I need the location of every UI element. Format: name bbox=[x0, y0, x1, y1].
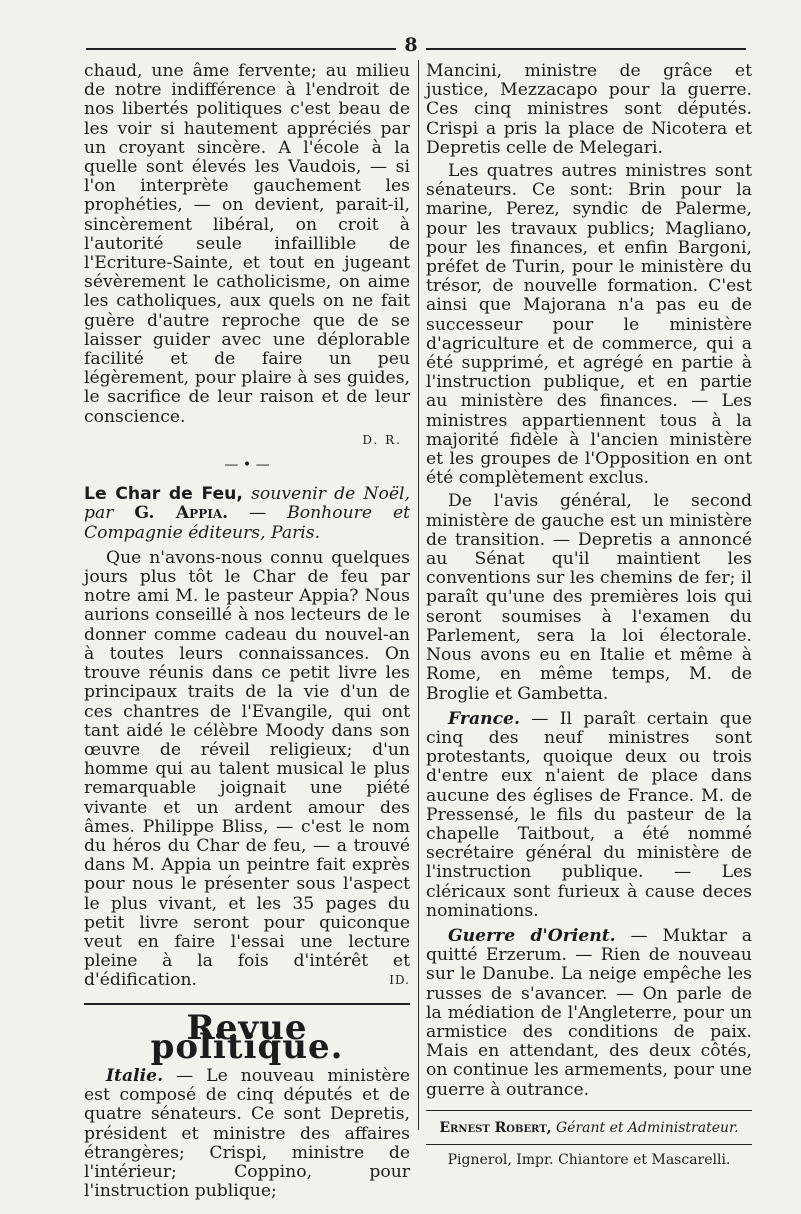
italie-continued: Mancini, ministre de grâce et justice, Mezzacapo pour la guerre. Ces cinq ministres sont députés. Crispi a pris la place de Nicotera et Depretis celle de Melegari. bbox=[426, 61, 752, 158]
page-number: 8 bbox=[404, 34, 418, 56]
france-paragraph bbox=[426, 710, 752, 921]
article-paragraph: chaud, une âme fervente; au milieu de notre indifférence à l'endroit de nos libertés politiques c'est beau de les voir si hautement appréciés par un croyant sincère. A l'école à la quelle sont élevés les Vaudois, — si l'on interprète gauchement les prophéties, — on devient, parait-il, sincèrement libéral, on croit à l'autorité seule infaillible de l'Ecriture-Sainte, et tout en jugeant sévèrement le catholicisme, on aime les catholiques, aux quels on ne fait guère d'autre reproche que de se laisser guider avec une déplorable facilité et de faire un peu légèrement, pour plaire à ses guides, le sacrifice de leur raison et de leur conscience. bbox=[84, 61, 410, 427]
guerre-paragraph bbox=[426, 927, 752, 1100]
left-column bbox=[84, 62, 410, 1201]
section-separator: — • — bbox=[224, 457, 270, 474]
section-title: Revue politique. bbox=[150, 1007, 344, 1067]
header-rule-right bbox=[426, 48, 746, 50]
book-subtitle: souvenir de Noël, bbox=[251, 484, 410, 505]
senators-paragraph: Les quatres autres ministres sont sénateurs. Ce sont: Brin pour la marine, Perez, syndic de Palerme, pour les travaux publics; Magliano, pour les finances, et enfin Bargoni, préfet de Turin, pour le ministère du trésor, de nouvelle formation. C'est ainsi que Majorana n'a pas eu de successeur pour le ministère d'agriculture et de commerce, qui a été supprimé, et agrégé en partie à l'instruction publique, et en partie au ministère des finances. — Les ministres appartiennent tous à la majorité fidèle à l'ancien ministère et les groupes de l'Opposition en ont été complètement exclus. bbox=[426, 161, 752, 489]
book-author: G. Appia. bbox=[134, 503, 229, 524]
book-review-text: Que n'avons-nous connu quelques jours plus tôt le Char de feu par notre ami M. le pasteur Appia? Nous aurions conseillé à nos lecteurs de le donner comme cadeau du nouvel-an à toutes leurs connaissances. On trouve réunis dans ce petit livre les principaux traits de la vie d'un de ces chantres de l'Evangile, qui ont tant aidé le célèbre Moody dans son œuvre de réveil religieux; d'un homme qui au talent musical le plus remarquable joignait une piété vivante et un ardent amour des âmes. Philippe Bliss, — c'est le nom du héros du Char de feu, — a trouvé dans M. Appia un peintre fait exprès pour nous le présenter sous l'aspect le plus vivant, et les 35 pages du petit livre seront pour quiconque veut en faire l'essai une lecture pleine à la fois d'intérêt et d'édification. bbox=[84, 547, 410, 991]
france-label: France. bbox=[448, 708, 520, 729]
italie-text: — Le nouveau ministère est composé de cinq députés et de quatre sénateurs. Ce sont Depretis, président et ministre des affaires étrangères; Crispi, ministre de l'intérieur; Coppino, pour l'instruction publique; bbox=[84, 1065, 410, 1202]
footer-rule bbox=[426, 1110, 752, 1111]
article-signature: D. R. bbox=[362, 432, 402, 447]
footer-role: Gérant et Administrateur. bbox=[555, 1119, 739, 1136]
header-rule-left bbox=[86, 48, 396, 50]
footer-manager bbox=[426, 1119, 752, 1138]
guerre-text: — Muktar a quitté Erzerum. — Rien de nouveau sur le Danube. La neige empêche les russes de s'avancer. — On parle de la médiation de l'Angleterre, pour un armistice des conditions de paix. Mais en attendant, des deux côtés, on continue les armements, pour une guerre à outrance. bbox=[426, 925, 752, 1100]
book-by: par bbox=[84, 503, 114, 524]
footer-rule-2 bbox=[426, 1144, 752, 1145]
revue-rule bbox=[84, 1003, 410, 1005]
france-text: — Il paraît certain que cinq des neuf ministres sont protestants, quoique deux ou trois d'entre eux n'aient de place dans aucune des églises de France. M. de Pressensé, le fils du pasteur de la chapelle Taitbout, a été nommé secrétaire général du ministère de l'instruction publique. — Les cléricaux sont furieux à cause deces nominations. bbox=[426, 708, 753, 921]
book-review-signature: ID. bbox=[389, 973, 410, 988]
transition-paragraph: De l'avis général, le second ministère de gauche est un ministère de transition. — Depretis a annoncé au Sénat qu'il maintient les conventions sur les chemins de fer; il paraît qu'une des premières lois qui seront soumises à l'examen du Parlement, sera la loi électorale. Nous avons eu en Italie et même à Rome, en même temps, M. de Broglie et Gambetta. bbox=[426, 491, 752, 704]
footer-name: Ernest Robert, bbox=[439, 1119, 552, 1136]
italie-label: Italie. bbox=[106, 1065, 164, 1086]
footer-printer: Pignerol, Impr. Chiantore et Mascarelli. bbox=[447, 1151, 731, 1168]
book-title: Le Char de Feu, bbox=[84, 484, 243, 505]
book-review-paragraph bbox=[84, 549, 410, 991]
book-publisher: — Bonhoure et Compagnie éditeurs, Paris. bbox=[84, 503, 411, 543]
right-column bbox=[426, 62, 752, 1172]
column-divider bbox=[418, 60, 419, 1130]
book-heading bbox=[84, 485, 410, 543]
italie-paragraph bbox=[84, 1067, 410, 1201]
guerre-label: Guerre d'Orient. bbox=[448, 925, 616, 946]
